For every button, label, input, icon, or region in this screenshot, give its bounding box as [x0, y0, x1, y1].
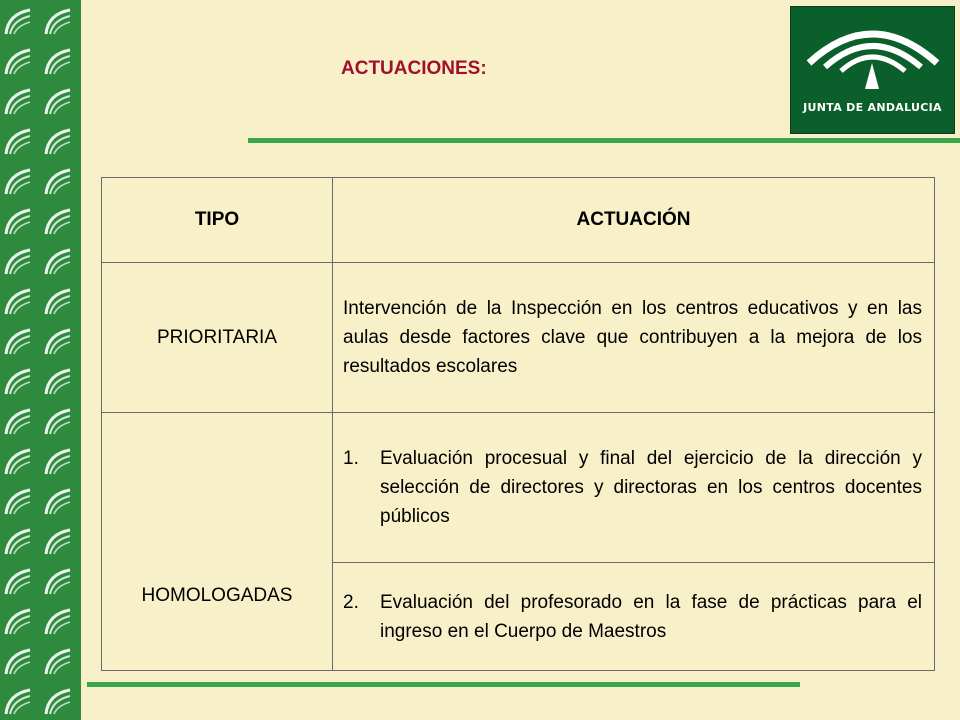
- table-header-row: [102, 178, 935, 263]
- table-row: [102, 263, 935, 413]
- actuacion-cell: [333, 563, 935, 671]
- junta-logo: [790, 6, 955, 134]
- item-text: Evaluación del profesorado en la fase de prácticas para el ingreso en el Cuerpo de Maestros: [380, 591, 922, 642]
- decorative-side-strip: [0, 0, 81, 720]
- logo-emblem-icon: [791, 7, 954, 99]
- list-item: [343, 444, 922, 531]
- item-number: 2.: [343, 591, 359, 613]
- tipo-cell: HOMOLOGADAS: [102, 413, 333, 671]
- actuacion-cell: [333, 413, 935, 563]
- list-item: [343, 588, 922, 646]
- decorative-pattern: [0, 0, 81, 720]
- logo-text: JUNTA DE ANDALUCIA: [803, 101, 942, 114]
- page-title: ACTUACIONES:: [341, 58, 487, 79]
- header-actuacion: ACTUACIÓN: [333, 178, 935, 263]
- table-row: [102, 413, 935, 563]
- item-text: Evaluación procesual y final del ejercicio de la dirección y selección de directores y directoras en los centros docentes públicos: [380, 448, 922, 527]
- top-divider: [248, 138, 960, 143]
- actuacion-cell: Intervención de la Inspección en los centros educativos y en las aulas desde factores clave que contribuyen a la mejora de los resultados escolares: [333, 263, 935, 413]
- tipo-cell: PRIORITARIA: [102, 263, 333, 413]
- bottom-divider: [87, 682, 800, 687]
- actuaciones-table: [101, 177, 935, 671]
- header-tipo: TIPO: [102, 178, 333, 263]
- item-number: 1.: [343, 448, 359, 469]
